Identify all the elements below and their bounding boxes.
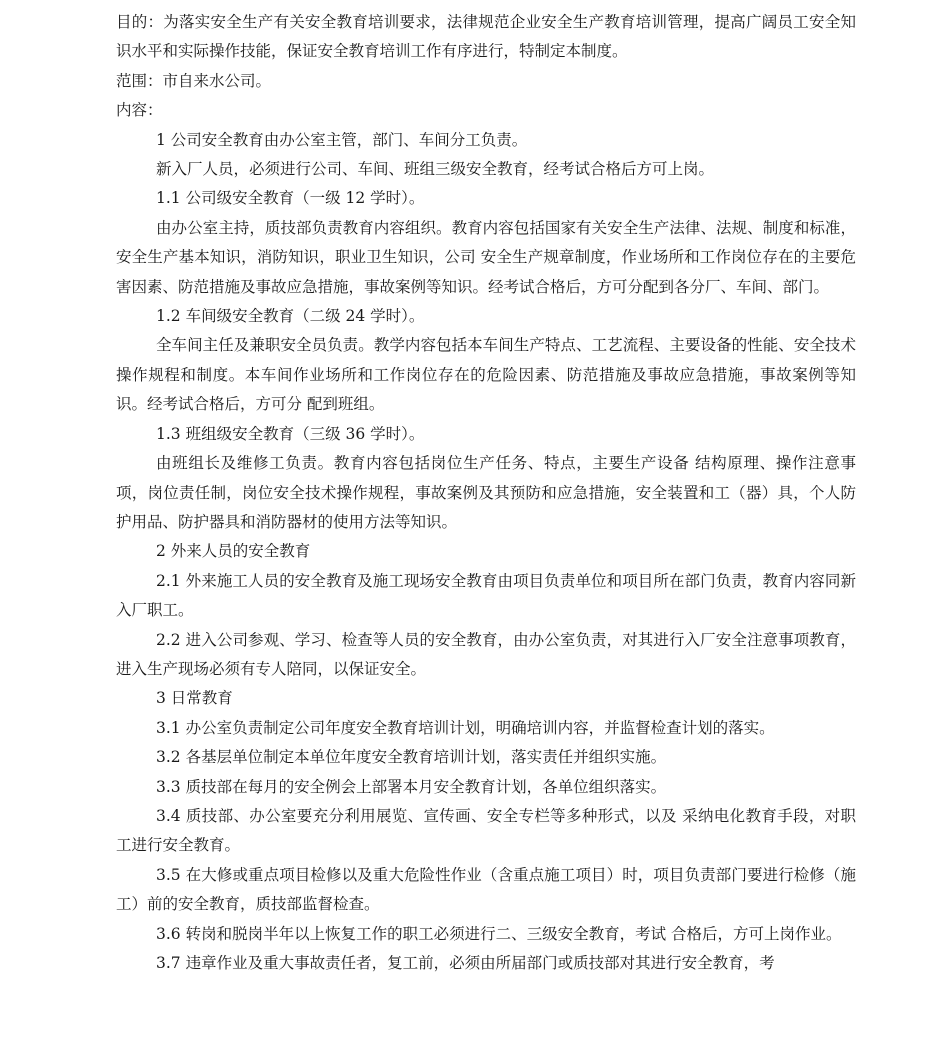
document-body	[116, 8, 856, 978]
section-3-4-body: 3.4 质技部、办公室要充分利用展览、宣传画、安全专栏等多种形式，以及 采纳电化教育手段，对职工进行安全教育。	[116, 806, 856, 855]
section-3-heading: 3 日常教育	[156, 689, 233, 708]
section-1-3-heading: 1.3 班组级安全教育（三级 36 学时）。	[156, 424, 425, 443]
section-3-2-body: 3.2 各基层单位制定本单位年度安全教育培训计划，落实责任并组织实施。	[156, 748, 667, 767]
section-1-intro: 新入厂人员，必须进行公司、车间、班组三级安全教育，经考试合格后方可上岗。	[156, 160, 715, 179]
section-1-1-body: 由办公室主持，质技部负责教育内容组织。教育内容包括国家有关安全生产法律、法规、制度和标准，安全生产基本知识，消防知识，职业卫生知识，公司 安全生产规章制度，作业场所和工作岗位存在的主要危害因素、防范措施及事故应急措施，事故案例等知识。经考试合格后，方可分配到各分厂、车间、部门。	[116, 218, 856, 296]
section-1-2-body: 全车间主任及兼职安全员负责。教学内容包括本车间生产特点、工艺流程、主要设备的性能、安全技术操作规程和制度。本车间作业场所和工作岗位存在的危险因素、防范措施及事故应急措施，事故案例等知识。经考试合格后，方可分 配到班组。	[116, 336, 856, 414]
scope-paragraph: 范围：市自来水公司。	[116, 71, 272, 90]
section-3-7-body: 3.7 违章作业及重大事故责任者，复工前，必须由所届部门或质技部对其进行安全教育，考	[156, 954, 775, 972]
section-2-2-body: 2.2 进入公司参观、学习、检查等人员的安全教育，由办公室负责，对其进行入厂安全注意事项教育，进入生产现场必须有专人陪同，以保证安全。	[116, 630, 856, 678]
section-1-heading: 1 公司安全教育由办公室主管，部门、车间分工负责。	[156, 130, 528, 149]
section-1-2-heading: 1.2 车间级安全教育（二级 24 学时）。	[156, 307, 425, 326]
section-1-3-body: 由班组长及维修工负责。教育内容包括岗位生产任务、特点，主要生产设备 结构原理、操作注意事项，岗位责任制，岗位安全技术操作规程，事故案例及其预防和应急措施，安全装置和工（器）具，个人防护用品、防护器具和消防器材的使用方法等知识。	[116, 454, 856, 531]
section-3-6-body: 3.6 转岗和脱岗半年以上恢复工作的职工必须进行二、三级安全教育，考试 合格后，方可上岗作业。	[156, 924, 842, 943]
section-2-1-body: 2.1 外来施工人员的安全教育及施工现场安全教育由项目负责单位和项目所在部门负责，教育内容同新入厂职工。	[116, 571, 856, 620]
purpose-paragraph: 目的：为落实安全生产有关安全教育培训要求，法律规范企业安全生产教育培训管理，提高广阔员工安全知识水平和实际操作技能，保证安全教育培训工作有序进行，特制定本制度。	[116, 13, 856, 61]
section-3-3-body: 3.3 质技部在每月的安全例会上部署本月安全教育计划，各单位组织落实。	[156, 777, 667, 796]
section-2-heading: 2 外来人员的安全教育	[156, 542, 311, 561]
section-1-1-heading: 1.1 公司级安全教育（一级 12 学时）。	[156, 189, 425, 208]
section-3-1-body: 3.1 办公室负责制定公司年度安全教育培训计划，明确培训内容，并监督检查计划的落实。	[156, 718, 775, 737]
content-label: 内容：	[116, 101, 163, 120]
section-3-5-body: 3.5 在大修或重点项目检修以及重大危险性作业（含重点施工项目）时，项目负责部门要进行检修（施工）前的安全教育，质技部监督检查。	[116, 865, 856, 914]
